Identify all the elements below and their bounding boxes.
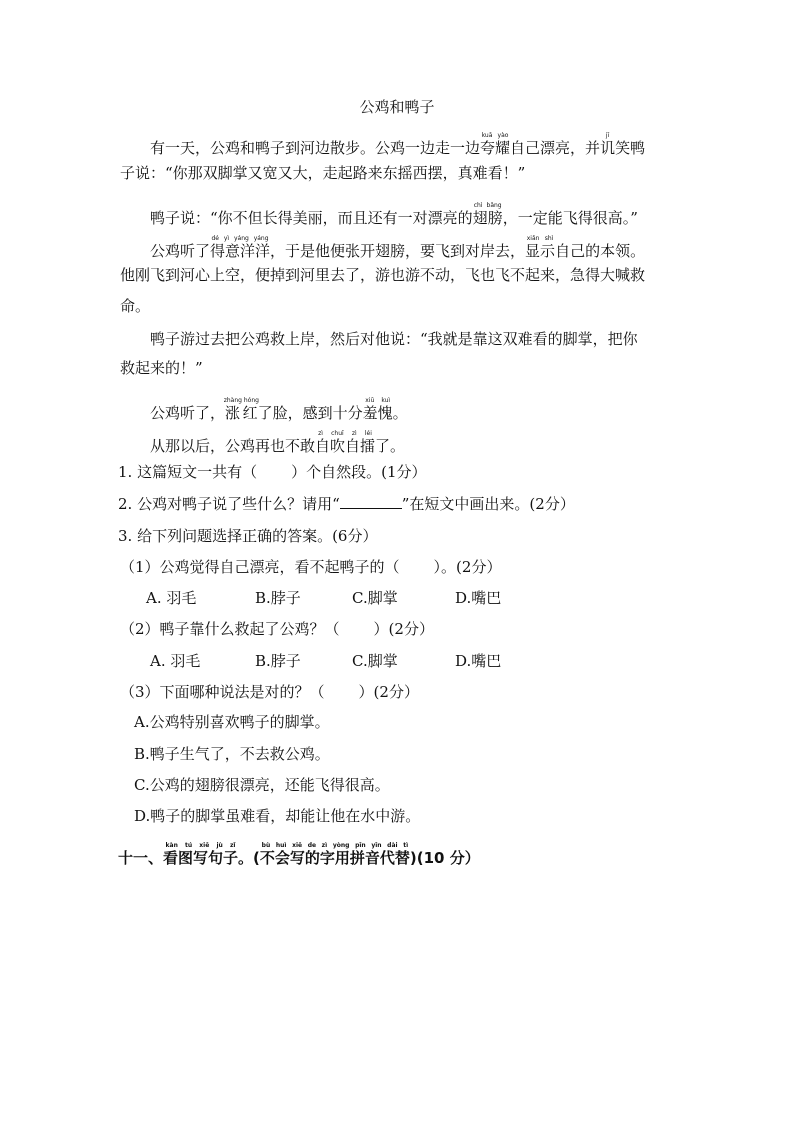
text: 2. 公鸡对鸭子说了些什么？请用“: [118, 495, 340, 513]
pinyin-word: 得意洋洋dé yì yáng yáng: [210, 235, 271, 260]
pinyin-word: 翅膀chì bǎng: [472, 202, 503, 227]
text: 公鸡听了，: [150, 404, 226, 422]
paragraph-2-line-1: [150, 202, 638, 228]
option-b[interactable]: B.脖子: [255, 589, 301, 607]
pinyin-word: 讥jī: [600, 132, 616, 157]
paragraph-1-line-2: 子说：“你那双脚掌又宽又大，走起路来东摇西摆，真难看！”: [120, 164, 526, 182]
text: )(10 分）: [409, 849, 480, 867]
pinyin-word: 不会写的字用拼音代替bù huì xiě de zì yòng pīn yīn dài tì: [259, 842, 410, 867]
text: 鸭子说：“你不但长得美丽，而且还有一对漂亮的: [150, 209, 473, 227]
text: 笑鸭: [615, 139, 646, 157]
option-c[interactable]: C.公鸡的翅膀很漂亮，还能飞得很高。: [134, 776, 390, 794]
text: ”在短文中画出来。(2分）: [401, 495, 575, 513]
option-b[interactable]: B.脖子: [255, 652, 301, 670]
text: 自己的本领。: [555, 242, 646, 260]
pinyin-word: 涨红zhàng hóng: [223, 397, 259, 422]
text: （3）下面哪种说法是对的？（: [120, 683, 325, 701]
text: （2）鸭子靠什么救起了公鸡？（: [120, 620, 340, 638]
text: ，一定能飞得很高。”: [502, 209, 638, 227]
text: ）(2分）: [358, 683, 419, 701]
pinyin-word: 自吹自擂zì chuī zì léi: [315, 430, 376, 455]
paragraph-3-line-2: 他刚飞到河心上空，便掉到河里去了，游也游不动，飞也飞不起来，急得大喊救: [120, 266, 646, 284]
question-3-2: [120, 619, 434, 639]
question-3-3: [120, 682, 419, 702]
pinyin-word: 显示xiǎn shì: [525, 235, 556, 260]
option-d[interactable]: D.嘴巴: [455, 589, 502, 607]
option-d[interactable]: D.嘴巴: [455, 652, 502, 670]
text: 有一天，公鸡和鸭子到河边散步。公鸡一边走一边: [150, 139, 481, 157]
question-3: 3. 给下列问题选择正确的答案。(6分）: [118, 527, 378, 545]
pinyin-word: 看图写句子kàn tú xiě jù zǐ: [163, 842, 239, 867]
text: 公鸡听了: [150, 242, 211, 260]
text: 1. 这篇短文一共有（: [118, 463, 258, 481]
text: ，于是他便张开翅膀，要飞到对岸去，: [270, 242, 526, 260]
page-title: 公鸡和鸭子: [359, 98, 435, 116]
text: 了脸，感到十分: [257, 404, 363, 422]
option-a[interactable]: A.公鸡特别喜欢鸭子的脚掌。: [134, 713, 330, 731]
text: ）。(2分）: [433, 558, 502, 576]
text: 。(: [238, 849, 260, 867]
text: 了。: [375, 437, 406, 455]
paragraph-4-line-2: 救起来的！”: [120, 359, 203, 377]
paragraph-3-line-3: 命。: [120, 297, 151, 315]
paragraph-5-line-1: [150, 397, 408, 423]
underline-sample: [340, 494, 402, 509]
text: ）个自然段。(1分）: [291, 463, 427, 481]
text: 自己漂亮，并: [510, 139, 601, 157]
text: ）(2分）: [373, 620, 434, 638]
option-a[interactable]: A. 羽毛: [146, 589, 197, 607]
pinyin-word: 羞愧xiū kuì: [362, 397, 393, 422]
text: 从那以后，公鸡再也不敢: [150, 437, 316, 455]
option-c[interactable]: C.脚掌: [352, 652, 398, 670]
paragraph-3-line-1: [150, 235, 645, 261]
paragraph-6-line-1: [150, 430, 405, 456]
section-number: 十一、: [118, 849, 164, 867]
question-1: [118, 462, 427, 482]
option-a[interactable]: A. 羽毛: [150, 652, 201, 670]
paragraph-4-line-1: 鸭子游过去把公鸡救上岸，然后对他说：“我就是靠这双难看的脚掌，把你: [150, 330, 638, 348]
text: 。: [392, 404, 408, 422]
pinyin-word: 夸耀kuā yào: [480, 132, 511, 157]
section-11-heading: [118, 842, 480, 868]
question-3-1: [120, 557, 501, 577]
option-d[interactable]: D.鸭子的脚掌虽难看，却能让他在水中游。: [134, 807, 421, 825]
text: （1）公鸡觉得自己漂亮，看不起鸭子的（: [120, 558, 400, 576]
question-2: [118, 494, 575, 514]
option-c[interactable]: C.脚掌: [352, 589, 398, 607]
paragraph-1-line-1: [150, 132, 645, 158]
option-b[interactable]: B.鸭子生气了，不去救公鸡。: [134, 745, 330, 763]
